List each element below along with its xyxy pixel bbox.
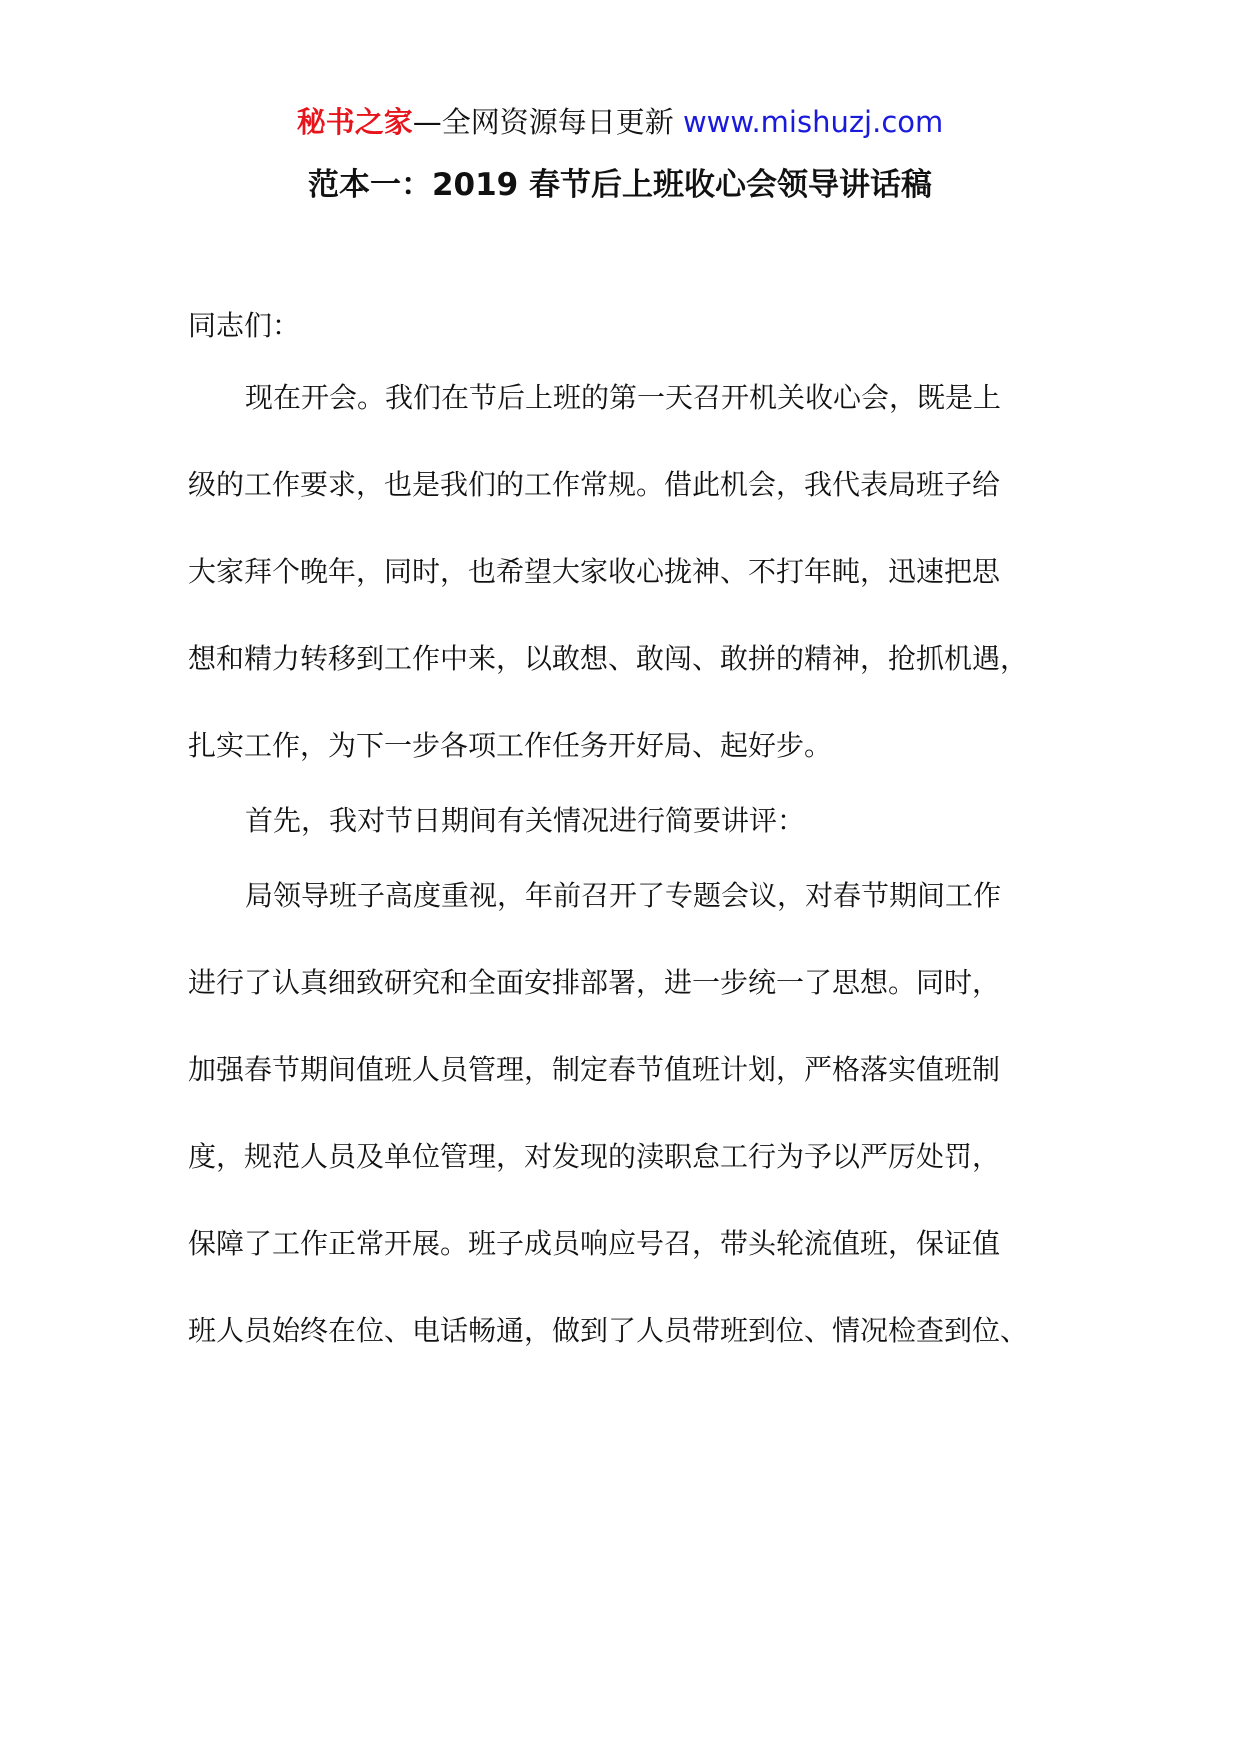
paragraph-line: 大家拜个晚年，同时，也希望大家收心拢神、不打年盹，迅速把思 <box>188 555 1001 588</box>
paragraph-line: 保障了工作正常开展。班子成员响应号召，带头轮流值班，保证值 <box>188 1227 1001 1260</box>
paragraph-line: 扎实工作，为下一步各项工作任务开好局、起好步。 <box>188 729 833 762</box>
paragraph-line: 首先，我对节日期间有关情况进行简要讲评： <box>245 804 806 837</box>
site-header <box>0 102 1240 142</box>
site-url-link[interactable]: www.mishuzj.com <box>682 105 944 139</box>
salutation: 同志们： <box>188 309 301 342</box>
paragraph-line: 班人员始终在位、电话畅通，做到了人员带班到位、情况检查到位、 <box>188 1314 1029 1347</box>
paragraph-line: 加强春节期间值班人员管理，制定春节值班计划，严格落实值班制 <box>188 1053 1001 1086</box>
paragraph-line: 想和精力转移到工作中来，以敢想、敢闯、敢拼的精神，抢抓机遇， <box>188 642 1029 675</box>
site-tagline: —全网资源每日更新 <box>412 105 674 139</box>
paragraph-line: 现在开会。我们在节后上班的第一天召开机关收心会，既是上 <box>245 381 1002 414</box>
site-brand: 秘书之家 <box>296 105 413 139</box>
paragraph-line: 进行了认真细致研究和全面安排部署，进一步统一了思想。同时， <box>188 966 1001 999</box>
paragraph-line: 局领导班子高度重视，年前召开了专题会议，对春节期间工作 <box>245 879 1002 912</box>
paragraph-line: 度，规范人员及单位管理，对发现的渎职怠工行为予以严厉处罚， <box>188 1140 1001 1173</box>
document-title: 范本一：2019 春节后上班收心会领导讲话稿 <box>307 167 933 203</box>
paragraph-line: 级的工作要求，也是我们的工作常规。借此机会，我代表局班子给 <box>188 468 1001 501</box>
